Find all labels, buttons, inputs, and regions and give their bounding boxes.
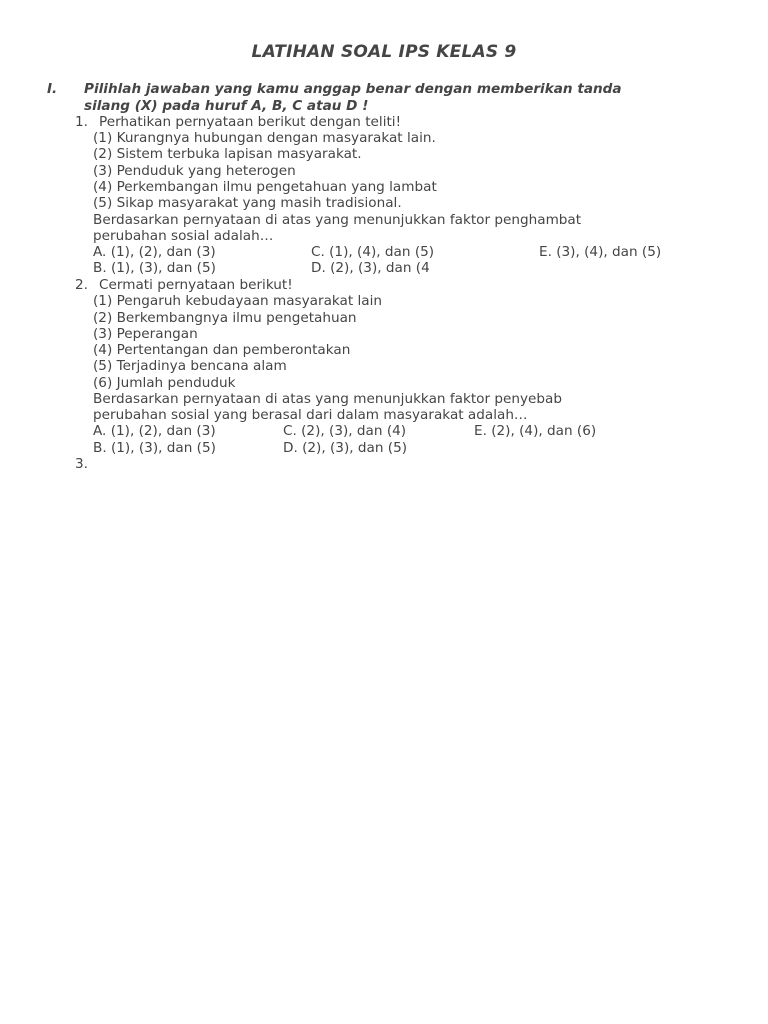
statement: (2) Sistem terbuka lapisan masyarakat. xyxy=(93,146,362,162)
question-text: perubahan sosial adalah… xyxy=(93,228,274,244)
page-title: LATIHAN SOAL IPS KELAS 9 xyxy=(251,42,517,62)
instruction-line: Pilihlah jawaban yang kamu anggap benar dengan memberikan tanda xyxy=(84,81,622,97)
question-text: Berdasarkan pernyataan di atas yang menunjukkan faktor penghambat xyxy=(93,212,582,228)
option-c: C. (2), (3), dan (4) xyxy=(283,423,407,439)
statement: (1) Kurangnya hubungan dengan masyarakat lain. xyxy=(93,130,436,146)
question-prompt: Cermati pernyataan berikut! xyxy=(99,277,293,293)
statement: (3) Penduduk yang heterogen xyxy=(93,163,296,179)
statement: (5) Terjadinya bencana alam xyxy=(93,358,287,374)
question-number: 3. xyxy=(75,456,88,472)
option-d: D. (2), (3), dan (5) xyxy=(283,440,408,456)
option-e: E. (3), (4), dan (5) xyxy=(539,244,662,260)
question-text: perubahan sosial yang berasal dari dalam masyarakat adalah… xyxy=(93,407,528,423)
statement: (3) Peperangan xyxy=(93,326,198,342)
statement: (2) Berkembangnya ilmu pengetahuan xyxy=(93,310,357,326)
option-e: E. (2), (4), dan (6) xyxy=(474,423,597,439)
section-instruction xyxy=(84,81,724,114)
statement: (6) Jumlah penduduk xyxy=(93,375,236,391)
question-prompt: Perhatikan pernyataan berikut dengan teliti! xyxy=(99,114,402,130)
option-a: A. (1), (2), dan (3) xyxy=(93,244,216,260)
option-c: C. (1), (4), dan (5) xyxy=(311,244,435,260)
section-numeral: I. xyxy=(47,81,58,97)
option-d: D. (2), (3), dan (4 xyxy=(311,260,430,276)
question-number: 1. xyxy=(75,114,88,130)
statement: (5) Sikap masyarakat yang masih tradisional. xyxy=(93,195,402,211)
statement: (1) Pengaruh kebudayaan masyarakat lain xyxy=(93,293,383,309)
option-b: B. (1), (3), dan (5) xyxy=(93,260,216,276)
option-b: B. (1), (3), dan (5) xyxy=(93,440,216,456)
option-a: A. (1), (2), dan (3) xyxy=(93,423,216,439)
statement: (4) Pertentangan dan pemberontakan xyxy=(93,342,351,358)
instruction-line: silang (X) pada huruf A, B, C atau D ! xyxy=(84,97,369,114)
question-text: Berdasarkan pernyataan di atas yang menunjukkan faktor penyebab xyxy=(93,391,562,407)
question-number: 2. xyxy=(75,277,88,293)
statement: (4) Perkembangan ilmu pengetahuan yang lambat xyxy=(93,179,437,195)
